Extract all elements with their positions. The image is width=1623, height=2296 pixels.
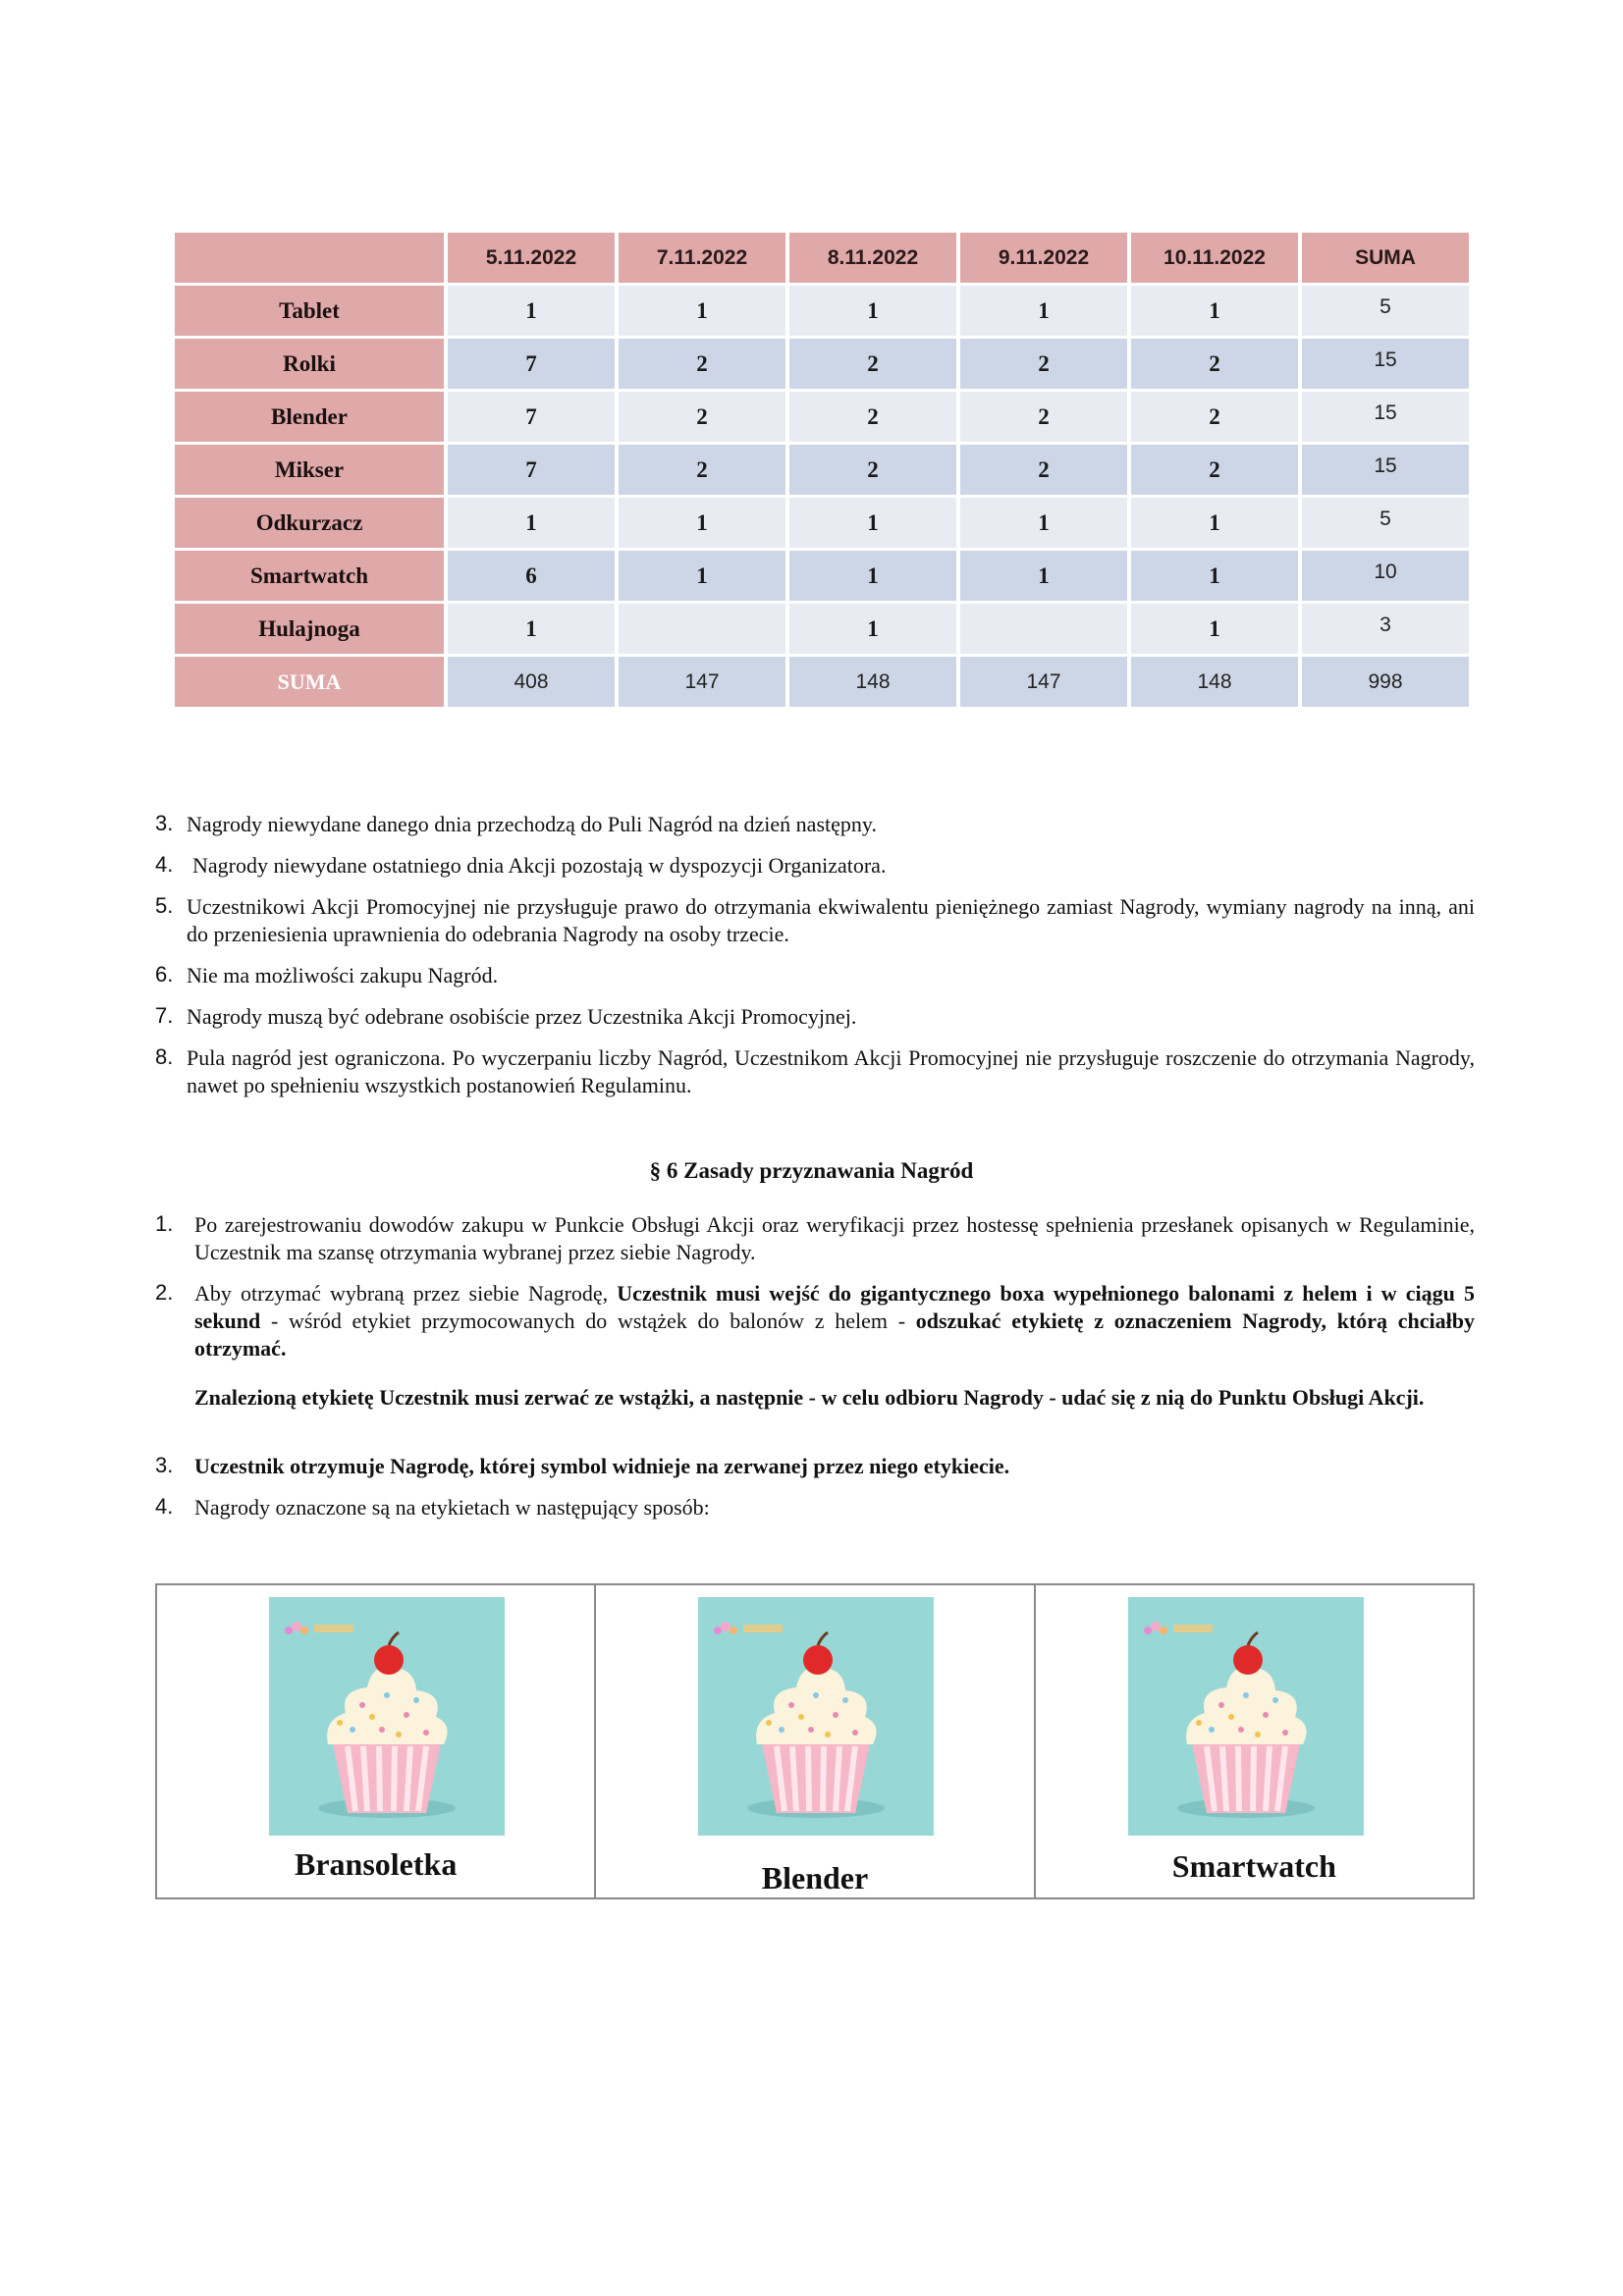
table-cell: 2 [960, 445, 1127, 495]
table-cell: 1 [448, 604, 615, 654]
row-sum-cell: 3 [1302, 604, 1469, 654]
list-number: 5. [155, 893, 174, 918]
row-label: Blender [175, 392, 444, 442]
row-label: Hulajnoga [175, 604, 444, 654]
table-row [175, 445, 1469, 495]
table-cell [960, 604, 1127, 654]
table-cell: 1 [1131, 551, 1298, 601]
table-cell: 1 [960, 286, 1127, 336]
table-cell: 7 [448, 445, 615, 495]
table-cell: 1 [619, 286, 785, 336]
label-card [698, 1597, 934, 1836]
text-run: - wśród etykiet przymocowanych do wstążek do balonów z helem - [260, 1308, 916, 1333]
table-cell: 1 [619, 498, 785, 548]
table-row [175, 392, 1469, 442]
list-item-text [194, 1280, 1475, 1362]
label-cell [157, 1585, 596, 1897]
cupcake-icon [1128, 1597, 1364, 1836]
table-cell: 1 [960, 551, 1127, 601]
cupcake-icon [269, 1597, 505, 1836]
list-number: 8. [155, 1044, 174, 1069]
table-cell: 1 [1131, 604, 1298, 654]
total-cell: 998 [1302, 657, 1469, 707]
table-cell: 2 [1131, 445, 1298, 495]
table-cell: 1 [619, 551, 785, 601]
table-cell: 2 [789, 392, 956, 442]
table-cell: 7 [448, 339, 615, 389]
table-cell: 1 [448, 286, 615, 336]
column-header: SUMA [1302, 233, 1469, 283]
table-row [175, 286, 1469, 336]
table-cell: 2 [789, 339, 956, 389]
label-name: Smartwatch [1171, 1848, 1336, 1884]
row-sum-cell: 5 [1302, 286, 1469, 336]
list-number: 7. [155, 1003, 174, 1028]
label-card [269, 1597, 505, 1836]
table-row [175, 551, 1469, 601]
prize-table [171, 230, 1473, 710]
total-cell: 408 [448, 657, 615, 707]
table-row [175, 339, 1469, 389]
prize-labels-table [155, 1583, 1475, 1899]
table-cell: 2 [619, 392, 785, 442]
table-cell: 1 [789, 551, 956, 601]
list-number: 1. [155, 1211, 174, 1236]
total-label: SUMA [175, 657, 444, 707]
table-cell: 7 [448, 392, 615, 442]
table-cell: 2 [960, 339, 1127, 389]
table-cell: 1 [448, 498, 615, 548]
table-row [175, 604, 1469, 654]
column-header: 8.11.2022 [789, 233, 956, 283]
row-label: Smartwatch [175, 551, 444, 601]
label-cell [1036, 1585, 1473, 1897]
list-item-text: Nie ma możliwości zakupu Nagród. [187, 963, 499, 988]
table-cell: 2 [619, 445, 785, 495]
table-cell [619, 604, 785, 654]
total-cell: 148 [789, 657, 956, 707]
total-cell: 147 [960, 657, 1127, 707]
list-item-text: Po zarejestrowaniu dowodów zakupu w Punkcie Obsługi Akcji oraz weryfikacji przez hostessę spełnienia przesłanek opisanych w Regulaminie, Uczestnik ma szansę otrzymania wybranej przez siebie Nagrody. [194, 1212, 1475, 1264]
list-item-text: Nagrody niewydane danego dnia przechodzą do Puli Nagród na dzień następny. [187, 812, 877, 836]
table-header-row [175, 233, 1469, 283]
row-sum-cell: 15 [1302, 392, 1469, 442]
table-cell: 1 [789, 498, 956, 548]
total-cell: 147 [619, 657, 785, 707]
table-cell: 1 [789, 286, 956, 336]
list-number: 6. [155, 962, 174, 987]
total-cell: 148 [1131, 657, 1298, 707]
row-label: Tablet [175, 286, 444, 336]
list-item-text: Uczestnikowi Akcji Promocyjnej nie przysługuje prawo do otrzymania ekwiwalentu pieniężnego zamiast Nagrody, wymiany nagrody na inną, ani do przeniesienia uprawnienia do odebrania Nagrody na osoby trzecie. [187, 894, 1475, 946]
list-item-paragraph: Znalezioną etykietę Uczestnik musi zerwać ze wstążki, a następnie - w celu odbioru Nagrody - udać się z nią do Punktu Obsługi Akcji. [194, 1385, 1425, 1410]
list-number: 4. [155, 852, 174, 877]
list-number: 3. [155, 1453, 174, 1477]
column-header: 5.11.2022 [448, 233, 615, 283]
table-corner-cell [175, 233, 444, 283]
list-item-text: Pula nagród jest ograniczona. Po wyczerpaniu liczby Nagród, Uczestnikom Akcji Promocyjnej nie przysługuje roszczenie do otrzymania Nagrody, nawet po spełnieniu wszystkich postanowień Regulaminu. [187, 1045, 1475, 1097]
table-cell: 6 [448, 551, 615, 601]
table-cell: 1 [960, 498, 1127, 548]
table-cell: 2 [1131, 392, 1298, 442]
table-cell: 2 [960, 392, 1127, 442]
section-heading: § 6 Zasady przyznawania Nagród [649, 1158, 974, 1183]
list-item-text: Nagrody oznaczone są na etykietach w następujący sposób: [194, 1495, 710, 1520]
label-name: Blender [761, 1860, 869, 1896]
row-label: Mikser [175, 445, 444, 495]
column-header: 10.11.2022 [1131, 233, 1298, 283]
list-number: 4. [155, 1494, 174, 1519]
column-header: 9.11.2022 [960, 233, 1127, 283]
row-sum-cell: 15 [1302, 445, 1469, 495]
text-run-bold: Uczestnik musi wejść do gigantycznego boxa wypełnionego balonami z helem i w ciągu 5 sekund [194, 1281, 1475, 1333]
table-cell: 1 [789, 604, 956, 654]
table-cell: 2 [619, 339, 785, 389]
column-header: 7.11.2022 [619, 233, 785, 283]
table-row [175, 498, 1469, 548]
text-run-bold: odszukać etykietę z oznaczeniem Nagrody, którą chciałby otrzymać. [194, 1308, 1475, 1361]
text-run: Aby otrzymać wybraną przez siebie Nagrodę, [194, 1281, 618, 1306]
table-total-row [175, 657, 1469, 707]
list-item-text: Uczestnik otrzymuje Nagrodę, której symbol widnieje na zerwanej przez niego etykiecie. [194, 1454, 1010, 1478]
label-card [1128, 1597, 1364, 1836]
row-label: Odkurzacz [175, 498, 444, 548]
list-item-text: Nagrody muszą być odebrane osobiście przez Uczestnika Akcji Promocyjnej. [187, 1004, 857, 1029]
row-label: Rolki [175, 339, 444, 389]
row-sum-cell: 5 [1302, 498, 1469, 548]
label-cell [596, 1585, 1035, 1897]
list-number: 2. [155, 1280, 174, 1305]
cupcake-icon [698, 1597, 934, 1836]
table-cell: 2 [789, 445, 956, 495]
table-cell: 1 [1131, 286, 1298, 336]
label-name: Bransoletka [294, 1846, 458, 1882]
row-sum-cell: 10 [1302, 551, 1469, 601]
table-cell: 2 [1131, 339, 1298, 389]
table-cell: 1 [1131, 498, 1298, 548]
list-number: 3. [155, 811, 174, 835]
list-item-text: Nagrody niewydane ostatniego dnia Akcji pozostają w dyspozycji Organizatora. [192, 853, 887, 878]
row-sum-cell: 15 [1302, 339, 1469, 389]
